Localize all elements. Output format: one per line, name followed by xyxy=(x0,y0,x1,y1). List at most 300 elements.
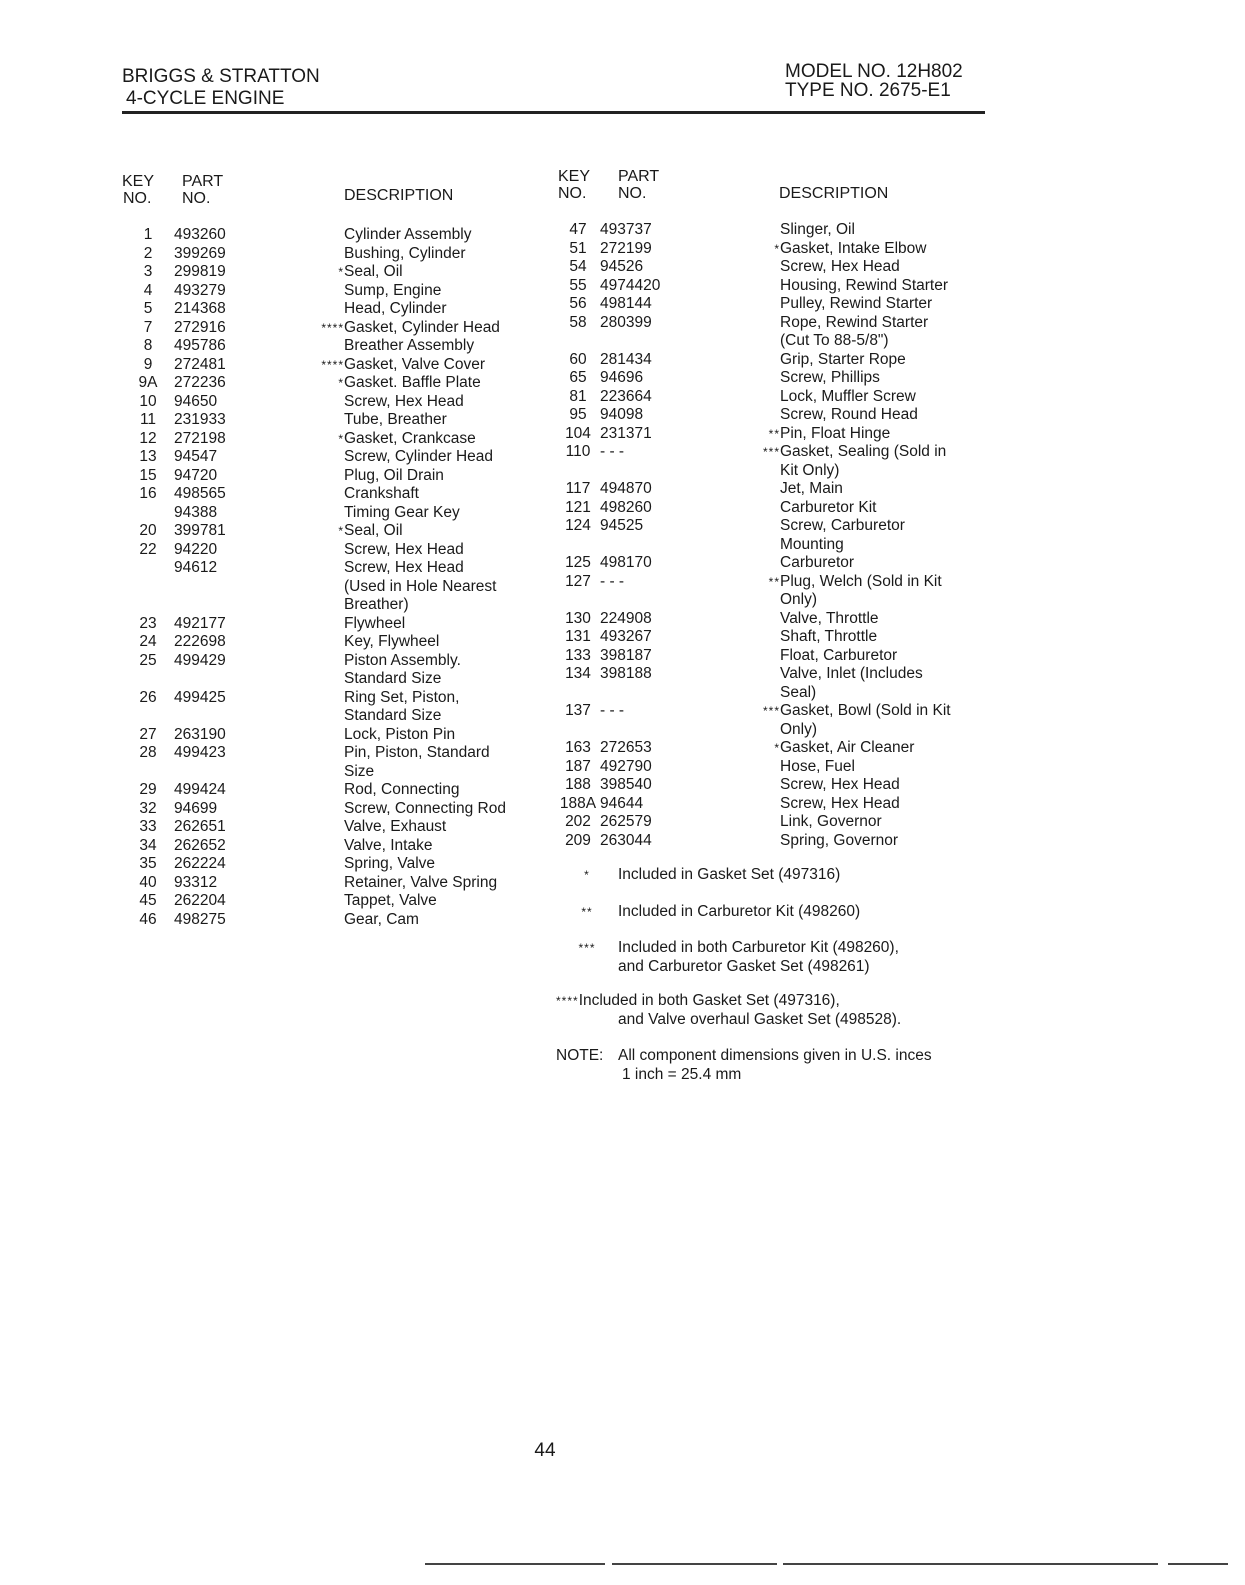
left-key-header-2: NO. xyxy=(123,190,152,207)
footnote-marker xyxy=(752,647,780,666)
table-row xyxy=(556,628,980,647)
footnote-marker xyxy=(304,707,344,726)
footnote-marker xyxy=(752,536,780,555)
key-number: 11 xyxy=(139,411,157,428)
footnote-marker xyxy=(752,813,780,832)
part-description: Float, Carburetor xyxy=(780,646,898,664)
footnote-marker xyxy=(304,855,344,874)
table-row xyxy=(556,369,980,388)
table-row xyxy=(122,744,544,763)
part-number: 94547 xyxy=(174,448,218,465)
part-description: Screw, Hex Head xyxy=(780,794,900,812)
table-row xyxy=(122,430,544,449)
key-number: 187 xyxy=(565,757,591,775)
footnote-1-symbol: * xyxy=(584,868,590,882)
part-number: 498565 xyxy=(174,485,226,502)
footnote-marker xyxy=(304,837,344,856)
key-number: 35 xyxy=(139,855,157,872)
part-description: Gasket, Cylinder Head xyxy=(344,318,500,336)
part-description: Screw, Hex Head xyxy=(344,540,464,558)
part-number: 493260 xyxy=(174,226,226,243)
footnote-marker xyxy=(304,226,344,245)
part-number: 231933 xyxy=(174,411,226,428)
part-description: Valve, Intake xyxy=(344,836,433,854)
part-description: Screw, Round Head xyxy=(780,406,918,423)
footnote-marker xyxy=(304,282,344,301)
page-number: 44 xyxy=(534,1440,556,1461)
key-number xyxy=(122,596,174,615)
key-number: 104 xyxy=(565,424,591,442)
footnote-marker: ** xyxy=(768,574,780,589)
key-number: 117 xyxy=(565,480,591,497)
part-description: Screw, Hex Head xyxy=(344,392,464,410)
footnote-marker: *** xyxy=(762,445,780,459)
part-number xyxy=(174,596,304,615)
part-description: Screw, Hex Head xyxy=(344,559,464,576)
key-number xyxy=(122,504,174,523)
part-number: 494870 xyxy=(600,480,652,497)
part-number xyxy=(600,332,752,351)
footnote-marker xyxy=(304,541,344,560)
part-description: Retainer, Valve Spring xyxy=(344,873,498,891)
table-row xyxy=(556,499,980,518)
part-description: Seal) xyxy=(780,683,817,701)
footnote-marker: *** xyxy=(762,704,780,718)
part-number: 214368 xyxy=(174,300,226,317)
part-description: Crankshaft xyxy=(344,485,419,502)
footnote-4-symbol: **** xyxy=(556,994,579,1008)
part-number: 94526 xyxy=(600,258,644,275)
key-number: 130 xyxy=(565,609,591,627)
part-description: Housing, Rewind Starter xyxy=(780,276,948,294)
part-description: Screw, Phillips xyxy=(780,369,880,386)
part-description: Gasket, Valve Cover xyxy=(344,355,485,373)
footnote-marker xyxy=(304,448,344,467)
footnote-marker xyxy=(304,763,344,782)
footnote-marker xyxy=(752,665,780,684)
key-number: 47 xyxy=(569,221,587,238)
table-row xyxy=(122,522,544,541)
footnote-marker xyxy=(304,411,344,430)
footnote-marker xyxy=(304,615,344,634)
key-number: 95 xyxy=(569,406,587,423)
key-number xyxy=(556,536,600,555)
table-row xyxy=(122,689,544,708)
footnote-marker xyxy=(752,517,780,536)
part-number: 94650 xyxy=(174,392,218,410)
key-number: 32 xyxy=(139,799,157,817)
part-number: 224908 xyxy=(600,609,652,627)
part-number: 94699 xyxy=(174,799,218,817)
part-number: 498144 xyxy=(600,295,652,312)
key-number: 12 xyxy=(139,429,157,447)
key-number: 24 xyxy=(139,633,157,650)
footnote-marker: * xyxy=(338,524,344,538)
note-label: NOTE: xyxy=(556,1047,604,1064)
table-row xyxy=(122,652,544,671)
part-description: Kit Only) xyxy=(780,461,840,479)
part-number: 299819 xyxy=(174,263,226,280)
table-row xyxy=(556,295,980,314)
part-number: 94696 xyxy=(600,369,644,386)
table-row xyxy=(556,258,980,277)
footnote-marker xyxy=(752,591,780,610)
part-number: 94525 xyxy=(600,517,644,534)
footnote-marker xyxy=(752,351,780,370)
key-number: 34 xyxy=(139,836,157,854)
table-row xyxy=(556,665,980,684)
part-number: 94612 xyxy=(174,559,218,576)
part-number xyxy=(600,536,752,555)
part-number: 399781 xyxy=(174,522,226,539)
key-number: 26 xyxy=(139,688,157,706)
part-description: Hose, Fuel xyxy=(780,757,855,775)
part-number: 499423 xyxy=(174,744,226,761)
part-description: Pulley, Rewind Starter xyxy=(780,295,933,312)
part-number xyxy=(174,763,304,782)
note-line-1: All component dimensions given in U.S. inces xyxy=(618,1047,932,1064)
engine-title: 4-CYCLE ENGINE xyxy=(126,88,285,109)
key-number: 60 xyxy=(569,350,587,368)
key-number: 46 xyxy=(139,910,157,928)
footnote-marker xyxy=(304,337,344,356)
part-number xyxy=(600,721,752,740)
left-description-header: DESCRIPTION xyxy=(344,187,454,204)
footnote-marker xyxy=(304,633,344,652)
part-description: Key, Flywheel xyxy=(344,633,440,650)
table-row xyxy=(122,559,544,578)
footnote-marker xyxy=(752,221,780,240)
footnote-marker xyxy=(304,818,344,837)
footnote-marker xyxy=(752,314,780,333)
part-description: Spring, Governor xyxy=(780,831,899,849)
part-number: 93312 xyxy=(174,873,218,891)
brand-title: BRIGGS & STRATTON xyxy=(122,66,320,87)
key-number: 10 xyxy=(139,392,157,410)
part-number: 272198 xyxy=(174,429,226,447)
table-row xyxy=(122,800,544,819)
part-description: Only) xyxy=(780,720,818,738)
left-key-header-1: KEY xyxy=(122,173,155,190)
table-row xyxy=(122,319,544,338)
part-number: 281434 xyxy=(600,350,652,368)
table-row xyxy=(556,388,980,407)
key-number: 127 xyxy=(565,572,591,590)
part-description: Breather) xyxy=(344,596,409,613)
key-number xyxy=(122,763,174,782)
key-number: 9 xyxy=(143,355,153,373)
part-description: Screw, Hex Head xyxy=(780,776,900,793)
footnote-marker: * xyxy=(338,265,344,279)
part-number: - - - xyxy=(600,443,625,460)
part-description: Tube, Breather xyxy=(344,411,447,428)
table-row xyxy=(556,536,980,555)
key-number: 134 xyxy=(565,665,591,682)
key-number: 133 xyxy=(565,646,591,664)
table-row xyxy=(556,573,980,592)
table-row xyxy=(122,300,544,319)
key-number: 22 xyxy=(139,540,157,558)
part-description: Ring Set, Piston, xyxy=(344,688,460,706)
table-row xyxy=(122,411,544,430)
table-row xyxy=(122,874,544,893)
part-description: Size xyxy=(344,762,375,780)
key-number xyxy=(556,332,600,351)
footnote-marker xyxy=(304,874,344,893)
table-row xyxy=(122,837,544,856)
table-row xyxy=(556,517,980,536)
table-row xyxy=(556,277,980,296)
note-line-2: 1 inch = 25.4 mm xyxy=(622,1065,742,1083)
footnote-2 xyxy=(556,903,932,922)
table-row xyxy=(122,356,544,375)
table-row xyxy=(556,758,980,777)
part-number: 499429 xyxy=(174,651,226,669)
footnote-marker xyxy=(752,406,780,425)
footnote-marker: ** xyxy=(768,426,780,441)
right-key-header-1: KEY xyxy=(558,168,591,185)
table-row xyxy=(556,425,980,444)
footnote-marker xyxy=(752,776,780,795)
footnote-2-text: Included in Carburetor Kit (498260) xyxy=(618,902,861,920)
part-number xyxy=(600,684,752,703)
footnote-3-line-2: and Carburetor Gasket Set (498261) xyxy=(618,957,870,975)
part-number: 398540 xyxy=(600,776,652,793)
table-row xyxy=(122,707,544,726)
table-row xyxy=(122,263,544,282)
part-number: 94098 xyxy=(600,406,644,423)
part-description: Bushing, Cylinder xyxy=(344,244,466,262)
table-row xyxy=(122,393,544,412)
footnote-marker xyxy=(304,670,344,689)
part-number xyxy=(174,670,304,689)
table-row xyxy=(556,684,980,703)
key-number: 65 xyxy=(569,369,587,386)
footnote-marker xyxy=(752,832,780,851)
part-description: Valve, Inlet (Includes xyxy=(780,665,923,682)
part-description: Gasket, Bowl (Sold in Kit xyxy=(780,702,951,719)
key-number: 16 xyxy=(139,485,157,502)
key-number: 124 xyxy=(565,517,591,534)
table-row xyxy=(556,832,980,851)
part-description: Standard Size xyxy=(344,707,442,724)
table-row xyxy=(556,647,980,666)
footnote-marker: **** xyxy=(321,320,344,335)
table-row xyxy=(122,245,544,264)
footnote-marker xyxy=(304,596,344,615)
table-row xyxy=(556,795,980,814)
part-number: - - - xyxy=(600,572,625,590)
footnote-marker xyxy=(304,578,344,597)
part-number: 398187 xyxy=(600,646,652,664)
footnote-marker xyxy=(752,795,780,814)
table-row xyxy=(556,702,980,721)
part-number: 493737 xyxy=(600,221,652,238)
part-number: 498275 xyxy=(174,910,226,928)
part-number: - - - xyxy=(600,702,625,719)
type-number: TYPE NO. 2675-E1 xyxy=(785,80,951,101)
part-description: Carburetor xyxy=(780,554,855,571)
left-part-header-1: PART xyxy=(182,173,224,190)
key-number: 121 xyxy=(565,498,591,516)
part-number: 493267 xyxy=(600,628,652,645)
part-description: (Cut To 88-5/8") xyxy=(780,332,889,349)
part-description: Tappet, Valve xyxy=(344,892,437,909)
key-number: 8 xyxy=(143,337,153,354)
part-description: Breather Assembly xyxy=(344,337,475,354)
footnote-marker xyxy=(752,554,780,573)
part-number: 262224 xyxy=(174,855,226,872)
right-part-header-2: NO. xyxy=(618,185,647,202)
part-number: 280399 xyxy=(600,313,652,331)
table-row xyxy=(122,541,544,560)
part-number: 272199 xyxy=(600,239,652,257)
table-row xyxy=(556,776,980,795)
key-number: 45 xyxy=(139,892,157,909)
key-number: 2 xyxy=(143,244,153,262)
footnote-marker xyxy=(752,721,780,740)
key-number: 163 xyxy=(565,739,591,756)
key-number: 51 xyxy=(569,239,587,257)
footnote-1 xyxy=(556,866,932,885)
footnote-4-line-1: Included in both Gasket Set (497316), xyxy=(578,992,840,1009)
part-number: 499425 xyxy=(174,688,226,706)
part-number: 398188 xyxy=(600,665,652,682)
footnote-marker xyxy=(752,480,780,499)
footnote-marker xyxy=(752,388,780,407)
footnote-3-symbol: *** xyxy=(578,941,596,955)
footnote-marker: * xyxy=(774,741,780,755)
part-description: Pin, Float Hinge xyxy=(780,424,891,442)
key-number: 58 xyxy=(569,313,587,331)
table-row xyxy=(556,351,980,370)
footnote-marker xyxy=(304,781,344,800)
key-number: 131 xyxy=(565,628,591,645)
key-number: 29 xyxy=(139,781,157,798)
footnote-marker xyxy=(304,892,344,911)
footnote-marker xyxy=(752,295,780,314)
key-number: 20 xyxy=(139,522,157,539)
table-row xyxy=(122,633,544,652)
part-number xyxy=(174,707,304,726)
key-number: 23 xyxy=(139,614,157,632)
table-row xyxy=(556,813,980,832)
part-number: 498170 xyxy=(600,554,652,571)
part-description: Head, Cylinder xyxy=(344,300,447,317)
key-number: 33 xyxy=(139,818,157,835)
part-description: Gasket, Intake Elbow xyxy=(780,239,927,257)
key-number: 56 xyxy=(569,295,587,312)
part-description: Plug, Welch (Sold in Kit xyxy=(780,572,942,590)
footnote-marker xyxy=(752,684,780,703)
key-number: 28 xyxy=(139,744,157,761)
key-number xyxy=(556,591,600,610)
bottom-edge-mark xyxy=(1168,1563,1228,1565)
bottom-edge-mark xyxy=(783,1563,1158,1565)
dimension-note xyxy=(556,1047,932,1084)
key-number: 9A xyxy=(138,374,158,391)
part-number: 262651 xyxy=(174,818,226,835)
part-description: Pin, Piston, Standard xyxy=(344,744,490,761)
footnote-marker xyxy=(752,499,780,518)
footnote-marker xyxy=(752,277,780,296)
right-parts-table xyxy=(556,221,980,850)
part-number: 498260 xyxy=(600,498,652,516)
part-description: Standard Size xyxy=(344,670,442,687)
part-description: Piston Assembly. xyxy=(344,651,461,669)
part-description: Grip, Starter Rope xyxy=(780,350,906,368)
part-number xyxy=(600,591,752,610)
table-row xyxy=(122,467,544,486)
key-number xyxy=(122,707,174,726)
table-row xyxy=(556,739,980,758)
key-number: 4 xyxy=(143,281,153,299)
model-number: MODEL NO. 12H802 xyxy=(785,61,963,82)
footnote-marker xyxy=(304,467,344,486)
key-number: 1 xyxy=(143,226,153,243)
part-number: 272916 xyxy=(174,318,226,336)
part-number: 493279 xyxy=(174,281,226,299)
part-description: Gasket, Sealing (Sold in xyxy=(780,443,947,460)
part-description: Spring, Valve xyxy=(344,855,436,872)
part-description: (Used in Hole Nearest xyxy=(344,577,497,595)
table-row xyxy=(556,240,980,259)
footnote-marker xyxy=(304,245,344,264)
table-row xyxy=(122,448,544,467)
part-number: 222698 xyxy=(174,633,226,650)
part-description: Flywheel xyxy=(344,614,406,632)
part-number: 94220 xyxy=(174,540,218,558)
part-number: 94644 xyxy=(600,794,644,812)
key-number: 13 xyxy=(139,448,157,465)
footnote-marker: * xyxy=(338,431,344,446)
table-row xyxy=(556,591,980,610)
footnote-3-line-1: Included in both Carburetor Kit (498260), xyxy=(618,939,899,956)
part-description: Only) xyxy=(780,591,818,608)
part-description: Slinger, Oil xyxy=(780,221,855,238)
part-description: Screw, Carburetor xyxy=(780,517,905,534)
footnote-4-line-2: and Valve overhaul Gasket Set (498528). xyxy=(618,1010,902,1028)
part-number: 262652 xyxy=(174,836,226,854)
part-number: 4974420 xyxy=(600,276,661,294)
table-row xyxy=(556,332,980,351)
table-row xyxy=(556,314,980,333)
part-description: Seal, Oil xyxy=(344,263,403,280)
footnote-marker xyxy=(304,559,344,578)
table-row xyxy=(122,282,544,301)
part-description: Screw, Hex Head xyxy=(780,258,900,275)
part-description: Gear, Cam xyxy=(344,910,419,928)
footnote-marker: * xyxy=(774,241,780,256)
key-number: 202 xyxy=(565,813,591,830)
bottom-edge-mark xyxy=(425,1563,605,1565)
table-row xyxy=(122,781,544,800)
footnote-marker xyxy=(304,800,344,819)
part-number: 399269 xyxy=(174,244,226,262)
footnote-marker: **** xyxy=(321,357,344,372)
table-row xyxy=(122,374,544,393)
part-description: Cylinder Assembly xyxy=(344,226,472,243)
part-description: Seal, Oil xyxy=(344,522,403,539)
footnote-marker xyxy=(304,652,344,671)
right-description-header: DESCRIPTION xyxy=(779,185,889,202)
key-number: 5 xyxy=(143,300,153,317)
part-description: Jet, Main xyxy=(780,480,843,497)
table-row xyxy=(122,670,544,689)
part-description: Lock, Piston Pin xyxy=(344,725,456,743)
part-description: Lock, Muffler Screw xyxy=(780,387,916,405)
key-number: 188 xyxy=(565,776,591,793)
